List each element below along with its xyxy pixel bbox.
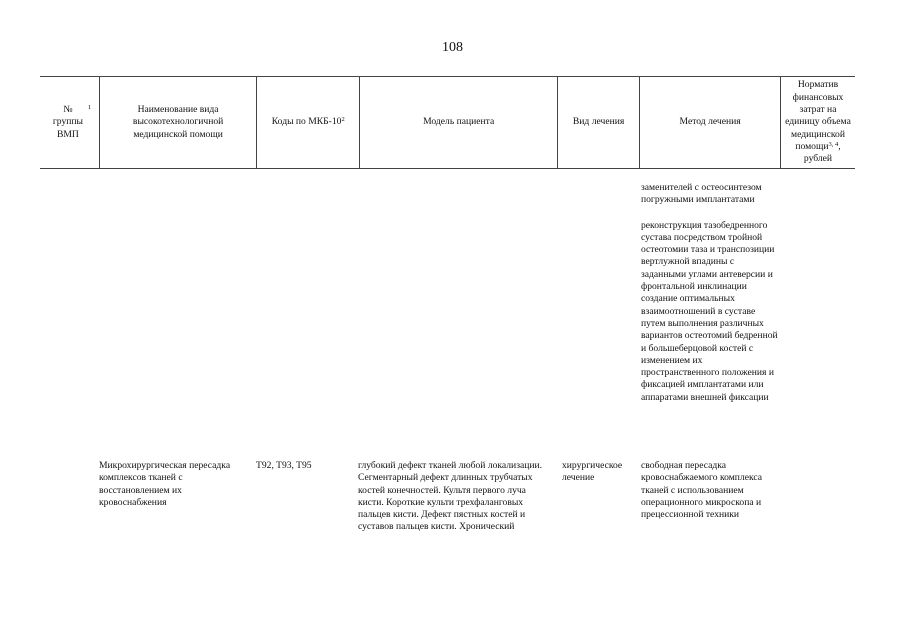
header-treatment-method: Метод лечения xyxy=(640,77,781,169)
header-treatment-type: Вид лечения xyxy=(557,77,639,169)
row-treatment-method: свободная пересадка кровоснабжаемого комплекса тканей с использованием операционного микроскопа и прецессионной техники xyxy=(641,460,763,521)
row-patient-model: глубокий дефект тканей любой локализации. Сегментарный дефект длинных трубчатых костей конечностей. Культя первого луча кисти. Короткие культи трехфаланговых пальцев кисти. Дефект пястных костей и суставов пальцев кисти. Хронический xyxy=(358,460,543,533)
header-group-number: № группы ВМП$^1$ xyxy=(40,77,100,169)
continued-method-item: реконструкция тазобедренного сустава посредством тройной остеотомии таза и транспозиции вертлужной впадины с заданными углами антеверсии и фронтальной инклинации xyxy=(641,219,775,293)
table-header xyxy=(40,76,855,169)
row-care-name: Микрохирургическая пересадка комплексов тканей с восстановлением их кровоснабжения xyxy=(99,460,231,508)
header-row xyxy=(40,77,855,169)
header-cost-norm: Норматив финансовых затрат на единицу объема медицинской помощи$^{3, 4}$, рублей xyxy=(781,77,856,169)
continued-method-list xyxy=(641,182,781,404)
header-care-type: Наименование вида высокотехнологичной медицинской помощи xyxy=(100,77,257,169)
header-icd-codes: Коды по МКБ-$10^2$ xyxy=(257,77,360,169)
row-treatment-type: хирургическое лечение xyxy=(562,460,623,484)
page-number: 108 xyxy=(442,40,463,55)
continued-method-item: создание оптимальных взаимоотношений в суставе путем выполнения различных вариантов остеотомий бедренной и большеберцовой костей с изменением их пространственного положения и фиксацией имплантатами или аппаратами внешней фиксации xyxy=(641,293,778,403)
row-icd-codes: T92, T93, T95 xyxy=(256,460,312,471)
header-patient-model: Модель пациента xyxy=(360,77,558,169)
continued-method-item: заменителей с остеосинтезом погружными имплантатами xyxy=(641,182,762,206)
